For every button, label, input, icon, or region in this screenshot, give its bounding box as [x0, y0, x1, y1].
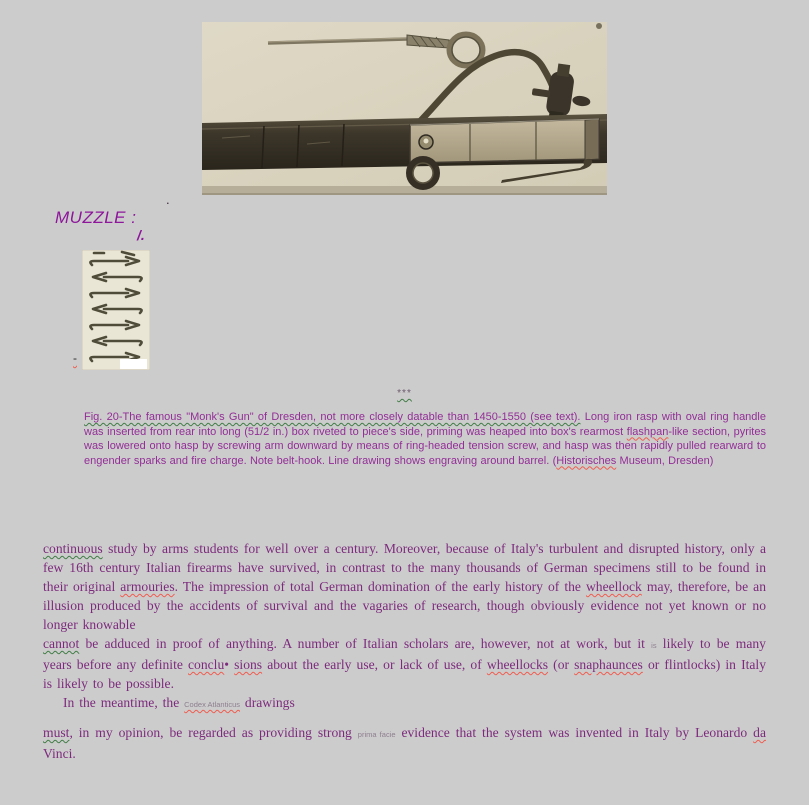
body-text	[43, 539, 766, 763]
stray-dash-mark	[73, 351, 77, 365]
text-segment: is	[651, 641, 657, 650]
barrel-engraving-drawing	[82, 250, 150, 370]
text-segment: Long iron rasp with oval ring handle was inserted from rear into long (51/2 in.) box riveted to piece's side, priming was heaped into box's rearmost	[84, 411, 766, 438]
text-segment: sions	[234, 657, 263, 672]
text-segment: cannot	[43, 636, 80, 651]
text-segment: Historisches	[556, 454, 617, 467]
text-segment: Fig. 20-The famous "Monk's Gun" of Dresden, not more closely datable than 1450-1550 (see text).	[84, 411, 581, 423]
text-segment: , in my opinion, be regarded as providing strong	[69, 725, 358, 740]
monks-gun-photo-image	[202, 22, 607, 195]
text-segment: evidence that the system was invented in Italy by Leonardo	[395, 725, 754, 740]
barrel-engraving-image	[82, 250, 150, 370]
text-segment: flashpan	[626, 425, 669, 438]
text-segment: Codex Atlanticus	[184, 700, 241, 709]
text-segment: wheellocks	[486, 657, 549, 672]
stray-dot-mark: .	[166, 192, 170, 207]
text-segment: or flintlocks) in Italy is likely to be possible.	[43, 657, 766, 691]
text-segment: . The impression of total German domination of the early history of the	[174, 579, 586, 594]
text-segment: may, therefore, be an illusion produced by the accidents of survival and the vagaries of research, though obviously evidence not yet known or no longer knowable	[43, 579, 767, 632]
text-segment: likely to be many years before any definite	[43, 636, 766, 672]
monks-gun-photo	[202, 22, 607, 195]
paragraph	[43, 723, 766, 763]
text-segment: •	[224, 657, 235, 672]
text-segment: -like section, pyrites was lowered onto hasp by screwing arm downward by means of ring-headed tension screw, and hasp was then rapidly pulled rearward to engender sparks and fire charge. Note belt-hook. Line drawing shows engraving around barrel. (	[84, 425, 766, 467]
text-segment: Vinci.	[43, 746, 76, 761]
muzzle-label: MUZZLE :	[55, 208, 137, 227]
separator-text: ***	[397, 388, 412, 399]
engraving-white-patch	[120, 359, 147, 369]
text-segment: conclu	[188, 657, 225, 672]
text-segment: prima facie	[357, 730, 396, 739]
photo-corner-speck	[596, 23, 602, 29]
text-segment: wheellock	[585, 579, 642, 594]
text-segment: Museum, Dresden)	[616, 454, 714, 467]
asterisk-separator	[0, 388, 809, 399]
photo-paper-tone	[202, 22, 607, 195]
text-segment: da	[753, 725, 766, 740]
text-segment: must	[43, 725, 70, 740]
slash-mark: /.	[137, 227, 145, 243]
text-segment: armouries	[120, 579, 175, 594]
priming-box	[410, 119, 599, 163]
paragraph	[43, 539, 766, 634]
text-segment: about the early use, or lack of use, of	[262, 657, 487, 672]
text-segment: drawings	[240, 695, 295, 710]
figure-caption	[84, 410, 766, 468]
photo-bottom-edge	[202, 193, 607, 195]
dash-text: -	[73, 351, 77, 365]
text-segment: (or	[548, 657, 575, 672]
text-segment: study by arms students for well over a century. Moreover, because of Italy's turbulent and disrupted history, only a few 16th century Italian firearms have survived, in contrast to the many thousands of German specimens still to be found in their original	[43, 541, 766, 594]
text-segment: In the meantime, the	[63, 695, 185, 710]
text-segment: be adduced in proof of anything. A number of Italian scholars are, however, not at work, but it	[79, 636, 652, 651]
text-segment: snaphaunces	[574, 657, 643, 672]
text-segment: continuous	[43, 541, 103, 556]
paragraph	[43, 693, 766, 714]
paragraph	[43, 634, 766, 693]
